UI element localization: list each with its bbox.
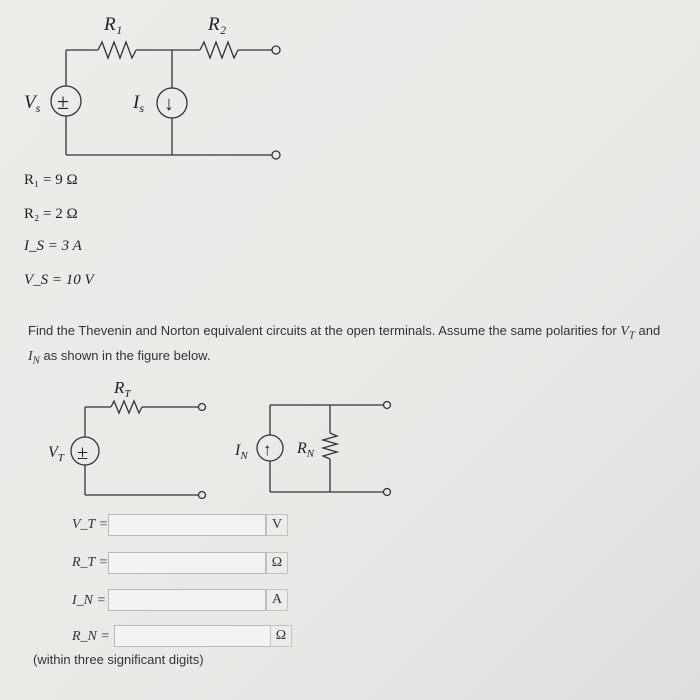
rn-unit: Ω: [270, 625, 292, 647]
question-text: Find the Thevenin and Norton equivalent circuits at the open terminals. Assume the same polarities for $V_T$ and $I_N$ as shown in the figure below.: [28, 323, 661, 367]
in-answer-label: I_N =: [72, 593, 106, 608]
rn-label: $R_N$: [297, 440, 315, 460]
voltage-source-polarity-icon: ±: [57, 89, 70, 114]
rt-answer-label: R_T =: [72, 555, 109, 570]
rn-answer-label: R_N =: [72, 629, 110, 644]
given-r2: R₂ = 2 Ω: [24, 206, 78, 222]
vs-label: $V_s$: [24, 92, 41, 115]
vt-unit: V: [266, 514, 288, 536]
r1-label: R₁: [104, 14, 123, 35]
norton-circuit-diagram: [225, 375, 395, 505]
rn-answer-input[interactable]: [114, 625, 272, 647]
vt-polarity-icon: ±: [77, 442, 88, 464]
thevenin-circuit-diagram: [0, 375, 230, 505]
given-vs: V_S = 10 V: [24, 272, 94, 288]
in-unit: A: [266, 589, 288, 611]
given-r1: R₁ = 9 Ω: [24, 172, 78, 188]
is-label: $I_s$: [133, 92, 144, 115]
vt-answer-input[interactable]: [108, 514, 266, 536]
in-label: $I_N$: [235, 442, 248, 462]
r2-label: R₂: [208, 14, 227, 35]
in-arrow-icon: ↑: [263, 440, 272, 459]
significant-digits-note: (within three significant digits): [33, 652, 204, 667]
rt-label: $R_T$: [114, 378, 131, 400]
vt-label: $V_T$: [48, 444, 64, 464]
in-answer-input[interactable]: [108, 589, 266, 611]
given-is: I_S = 3 A: [24, 238, 82, 254]
vt-answer-label: V_T =: [72, 517, 109, 532]
rt-unit: Ω: [266, 552, 288, 574]
source-circuit-diagram: [0, 0, 320, 175]
current-source-arrow-icon: ↓: [164, 93, 174, 115]
rt-answer-input[interactable]: [108, 552, 266, 574]
